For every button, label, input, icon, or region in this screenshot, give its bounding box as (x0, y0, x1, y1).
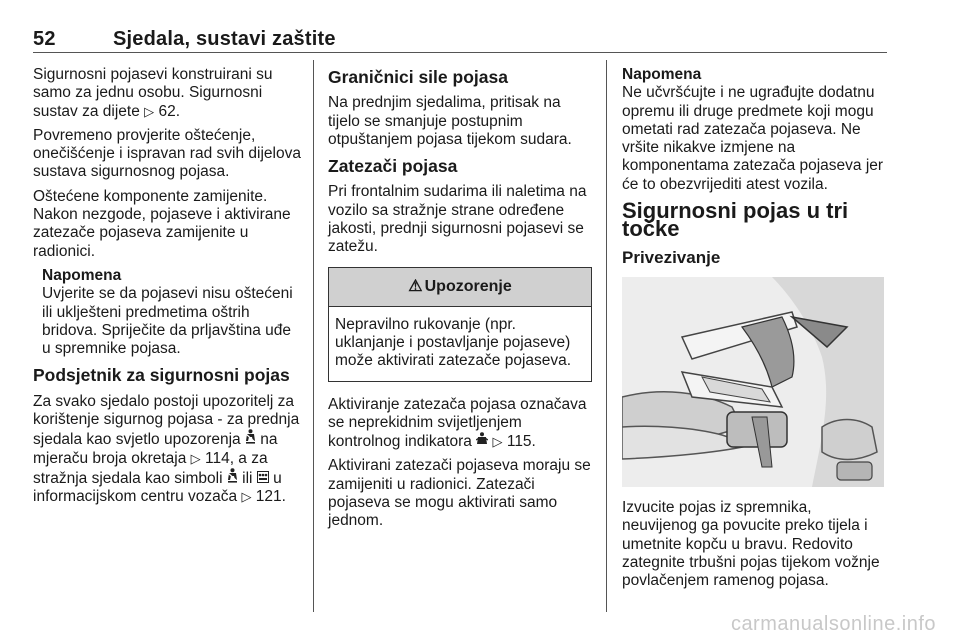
paragraph: Izvucite pojas iz spremnika, neuvijenog ga povucite preko tijela i umetnite kopču u bravu. Redovito zategnite trbušni pojas tijekom vožnje povlačenjem ramenog pojasa. (622, 498, 880, 590)
page-reference[interactable]: 62. (158, 102, 181, 120)
rear-seat-symbol-icon (257, 470, 269, 488)
text: Za svako sjedalo postoji upozoritelj za korištenje sigurnog pojasa - za prednja sjedala kao svjetlo upozorenja (33, 392, 300, 449)
page-reference[interactable]: 115. (506, 433, 536, 451)
column-1 (33, 66, 301, 513)
paragraph: Aktivirani zatezači pojaseva moraju se zamijeniti u radionici. Zatezači pojaseva se mogu aktivirati samo jednom. (328, 457, 591, 530)
warning-header (329, 268, 591, 307)
warning-title: Upozorenje (424, 277, 512, 295)
column-divider-1 (313, 60, 314, 612)
paragraph (33, 66, 301, 121)
triangle-right-icon: ▷ (241, 489, 252, 505)
note-text: Uvjerite se da pojasevi nisu oštećeni ili uklješteni predmetima oštrih bridova. Spriječite da prljavština uđe u spremnike pojasa. (42, 285, 293, 358)
text: u informacijskom centru vozača (33, 469, 282, 506)
paragraph: Oštećene komponente zamijenite. Nakon nezgode, pojaseve i aktivirane zatezače pojaseva zamijenite u radionici. (33, 187, 291, 260)
note-block (622, 66, 888, 194)
tensioner-indicator-icon (476, 432, 488, 451)
column-3 (622, 66, 888, 596)
column-divider-2 (606, 60, 607, 612)
note-text: Ne učvršćujte i ne ugrađujte dodatnu opremu ili druge predmete koji mogu ometati rad zatezača pojaseva. Ne vršite nikakve izmjene na komponentama zatezača pojaseva jer će to obezvrijediti atest vozila. (622, 84, 884, 193)
paragraph (33, 393, 301, 507)
section-heading: Graničnici sile pojasa (328, 67, 508, 87)
text: 114, a za stražnja sjedala kao simboli (33, 449, 268, 487)
paragraph: Na prednjim sjedalima, pritisak na tijelo se smanjuje postupnim otpuštanjem pojasa tijekom sudara. (328, 94, 572, 148)
triangle-right-icon: ▷ (190, 450, 201, 466)
text: ili (242, 469, 253, 487)
subsection-heading: Privezivanje (622, 247, 721, 267)
seatbelt-warning-icon (245, 429, 256, 449)
note-title: Napomena (622, 66, 702, 83)
section-heading: Zatezači pojasa (328, 156, 458, 177)
triangle-right-icon: ▷ (144, 103, 155, 119)
watermark: carmanualsonline.info (730, 613, 936, 635)
page-title: Sjedala, sustavi zaštite (113, 28, 336, 50)
warning-box (328, 267, 592, 382)
text: Sigurnosni pojasevi konstruirani su samo za jednu osobu. Sigurnosni sustav za dijete (33, 66, 273, 120)
paragraph (328, 396, 592, 452)
paragraph: Pri frontalnim sudarima ili naletima na vozilo sa stražnje strane određene jakosti, prednji sigurnosni pojasevi se zatežu. (328, 183, 587, 256)
seatbelt-fastening-illustration (622, 277, 884, 487)
warning-text: Nepravilno rukovanje (npr. uklanjanje i postavljanje pojaseve) može aktivirati zatezače pojaseva. (335, 315, 572, 370)
seatbelt-warning-icon (227, 468, 238, 488)
note-block (42, 267, 301, 358)
note-title: Napomena (42, 266, 122, 284)
warning-triangle-icon: ⚠ (408, 277, 423, 295)
page-number: 52 (33, 28, 56, 50)
paragraph: Povremeno provjerite oštećenje, onečišćenje i ispravan rad svih dijelova sustava sigurnosnog pojasa. (33, 126, 301, 181)
section-heading: Sigurnosni pojas u tri točke (622, 198, 849, 242)
page-reference[interactable]: 121. (255, 488, 286, 506)
column-2 (328, 66, 592, 537)
header-divider (33, 52, 887, 53)
triangle-right-icon: ▷ (492, 434, 503, 450)
section-heading: Podsjetnik za sigurnosni pojas (33, 365, 290, 386)
text: na mjeraču broja okretaja (33, 431, 278, 467)
text: Aktiviranje zatezača pojasa označava se neprekidnim svijetljenjem kontrolnog indikatora (328, 395, 587, 451)
